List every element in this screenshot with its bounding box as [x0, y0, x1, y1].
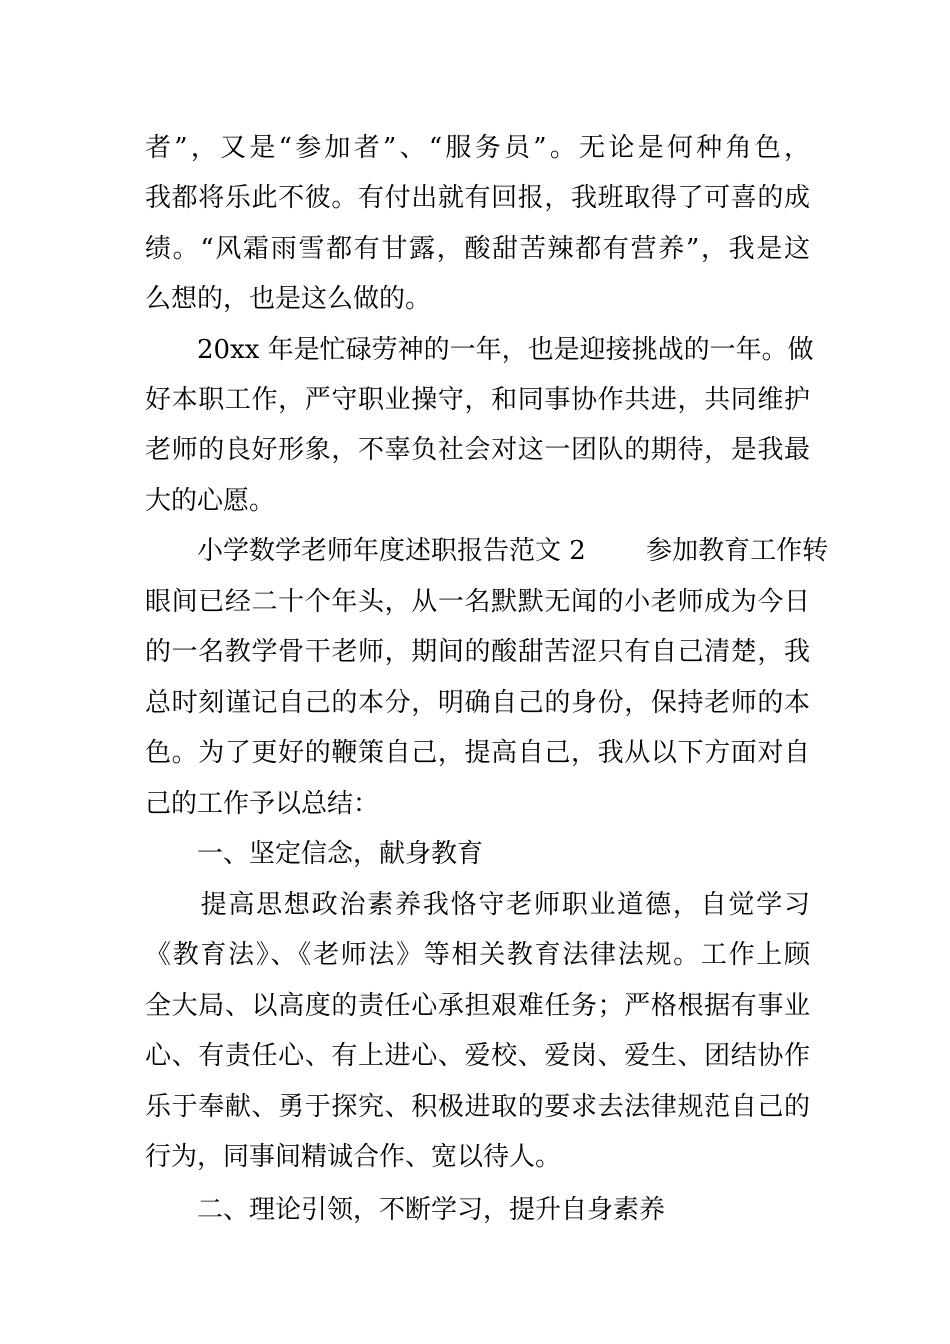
text-line: 么想的，也是这么做的。 [145, 284, 432, 314]
text-line: 全大局、以高度的责任心承担艰难任务；严格根据有事业 [145, 991, 810, 1021]
text-line: 提高思想政治素养我恪守老师职业道德，自觉学习 [145, 890, 810, 920]
text-line: 小学数学老师年度述职报告范文 2 参加教育工作转 [145, 536, 829, 566]
text-line: 总时刻谨记自己的本分，明确自己的身份，保持老师的本 [145, 688, 810, 718]
text-line: 我都将乐此不彼。有付出就有回报，我班取得了可喜的成 [145, 183, 810, 213]
text-line: 色。为了更好的鞭策自己，提高自己，我从以下方面对自 [145, 738, 810, 768]
text-line: 眼间已经二十个年头，从一名默默无闻的小老师成为今日 [145, 587, 810, 617]
text-line: 行为，同事间精诚合作、宽以待人。 [145, 1142, 562, 1172]
text-line: 老师的良好形象，不辜负社会对这一团队的期待，是我最 [145, 435, 810, 465]
text-line: 20xx 年是忙碌劳神的一年，也是迎接挑战的一年。做 [145, 335, 814, 365]
text-line: 的一名教学骨干老师，期间的酸甜苦涩只有自己清楚，我 [145, 637, 810, 667]
text-line: 乐于奉献、勇于探究、积极进取的要求去法律规范自己的 [145, 1092, 810, 1122]
text-line: 己的工作予以总结： [145, 789, 380, 819]
section-heading: 二、理论引领，不断学习，提升自身素养 [145, 1195, 666, 1225]
text-line: 大的心愿。 [145, 486, 276, 516]
text-line: 心、有责任心、有上进心、爱校、爱岗、爱生、团结协作 [145, 1041, 810, 1071]
text-line: 绩。“风霜雨雪都有甘露，酸甜苦辣都有营养”，我是这 [145, 234, 810, 264]
text-line: 者”，又是“参加者”、“服务员”。无论是何种角色， [145, 133, 810, 163]
text-line: 《教育法》、《老师法》等相关教育法律法规。工作上顾 [145, 940, 810, 970]
section-heading: 一、坚定信念，献身教育 [145, 839, 484, 869]
text-line: 好本职工作，严守职业操守，和同事协作共进，共同维护 [145, 385, 810, 415]
